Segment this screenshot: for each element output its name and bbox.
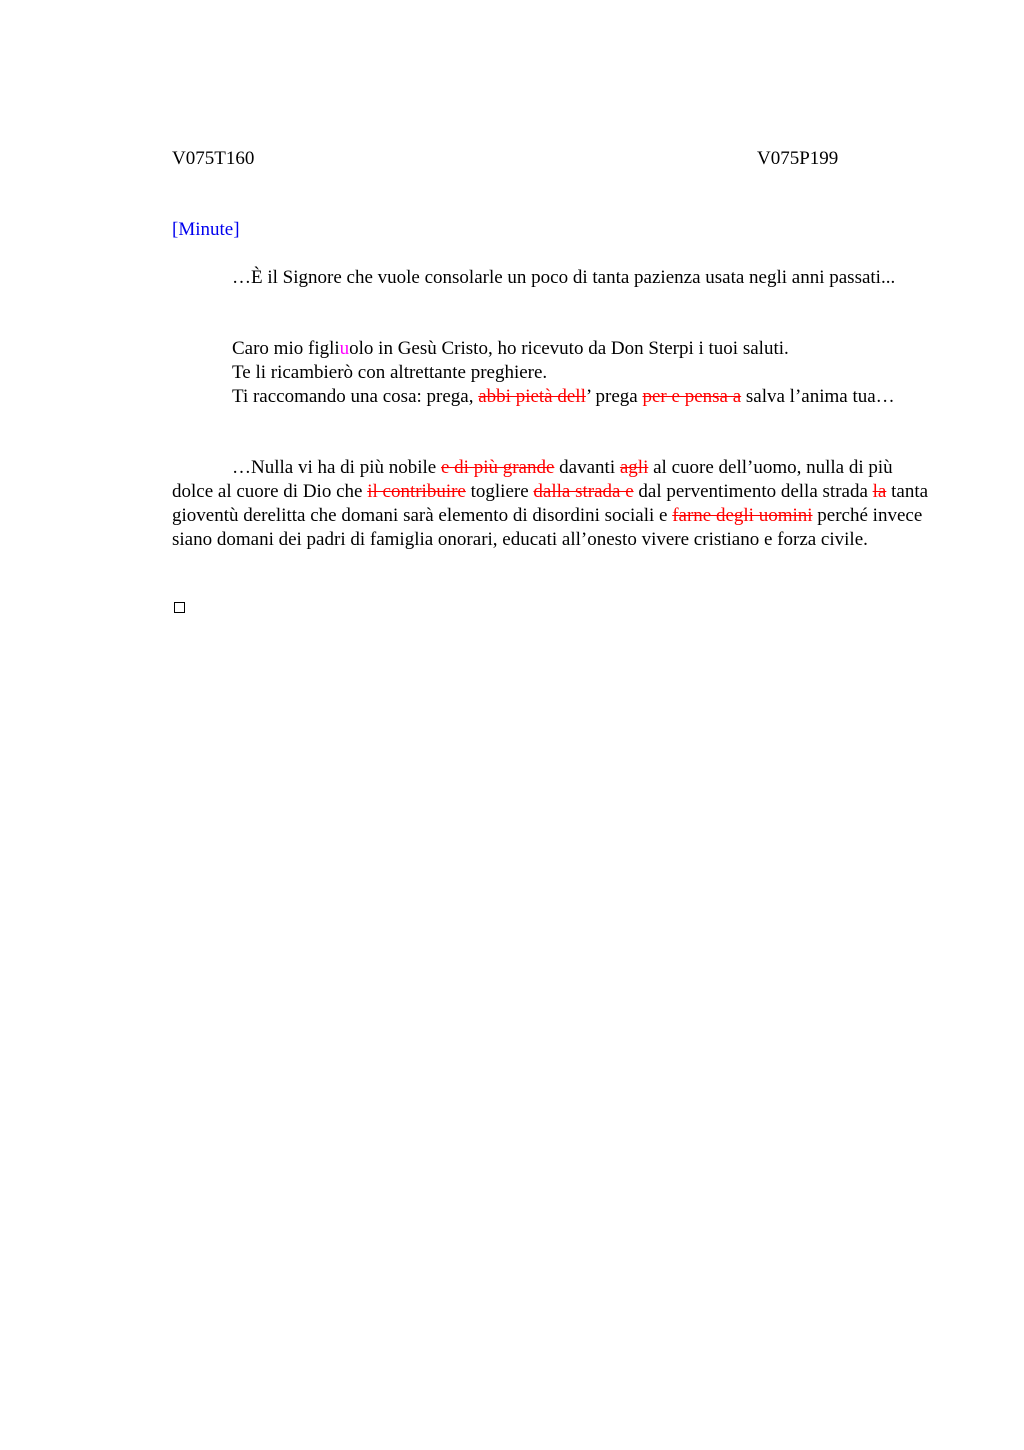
checkbox-icon[interactable] (174, 602, 185, 613)
text-segment: togliere (465, 481, 534, 502)
text-segment: salva l’anima tua… (741, 386, 895, 407)
deleted-text: farne degli uomini (672, 505, 813, 526)
letter-line-2: Te li ricambierò con altrettante preghiere. (232, 362, 548, 383)
deleted-text: la (872, 481, 887, 502)
text-segment: olo in Gesù Cristo, ho ricevuto da Don Sterpi i tuoi saluti. (349, 338, 789, 359)
text-segment: Ti raccomando una cosa: prega, (232, 386, 479, 407)
text-segment: Caro mio figli (232, 338, 340, 359)
text-segment: al cuore dell’uomo, nulla di più dolce al cuore di Dio che (172, 457, 893, 502)
deleted-text: il contribuire (367, 481, 466, 502)
document-code-right: V075P199 (757, 148, 839, 169)
letter-line-3 (172, 385, 932, 409)
deleted-text: dalla strada e (533, 481, 634, 502)
section-label: [Minute] (172, 219, 240, 240)
text-segment: perché invece siano domani dei padri di famiglia onorari, educati all’onesto vivere cristiano e forza civile. (172, 505, 923, 550)
text-segment: tanta gioventù derelitta che domani sarà elemento di disordini sociali e (172, 481, 929, 526)
text-segment: davanti (554, 457, 620, 478)
paragraph-consolation: …È il Signore che vuole consolarle un poco di tanta pazienza usata negli anni passati... (232, 267, 896, 288)
text-segment: ’ prega (585, 386, 643, 407)
deleted-text: abbi pietà dell (478, 386, 586, 407)
inserted-text: u (339, 338, 350, 359)
paragraph-youth (172, 456, 932, 552)
letter-line-1 (172, 337, 932, 361)
text-segment: …Nulla vi ha di più nobile (232, 457, 441, 478)
deleted-text: e di più grande (440, 457, 555, 478)
paragraph-letter (172, 337, 932, 409)
deleted-text: agli (619, 457, 649, 478)
text-segment: dal perventimento della strada (633, 481, 873, 502)
document-code-left: V075T160 (172, 148, 255, 169)
deleted-text: per e pensa a (642, 386, 742, 407)
